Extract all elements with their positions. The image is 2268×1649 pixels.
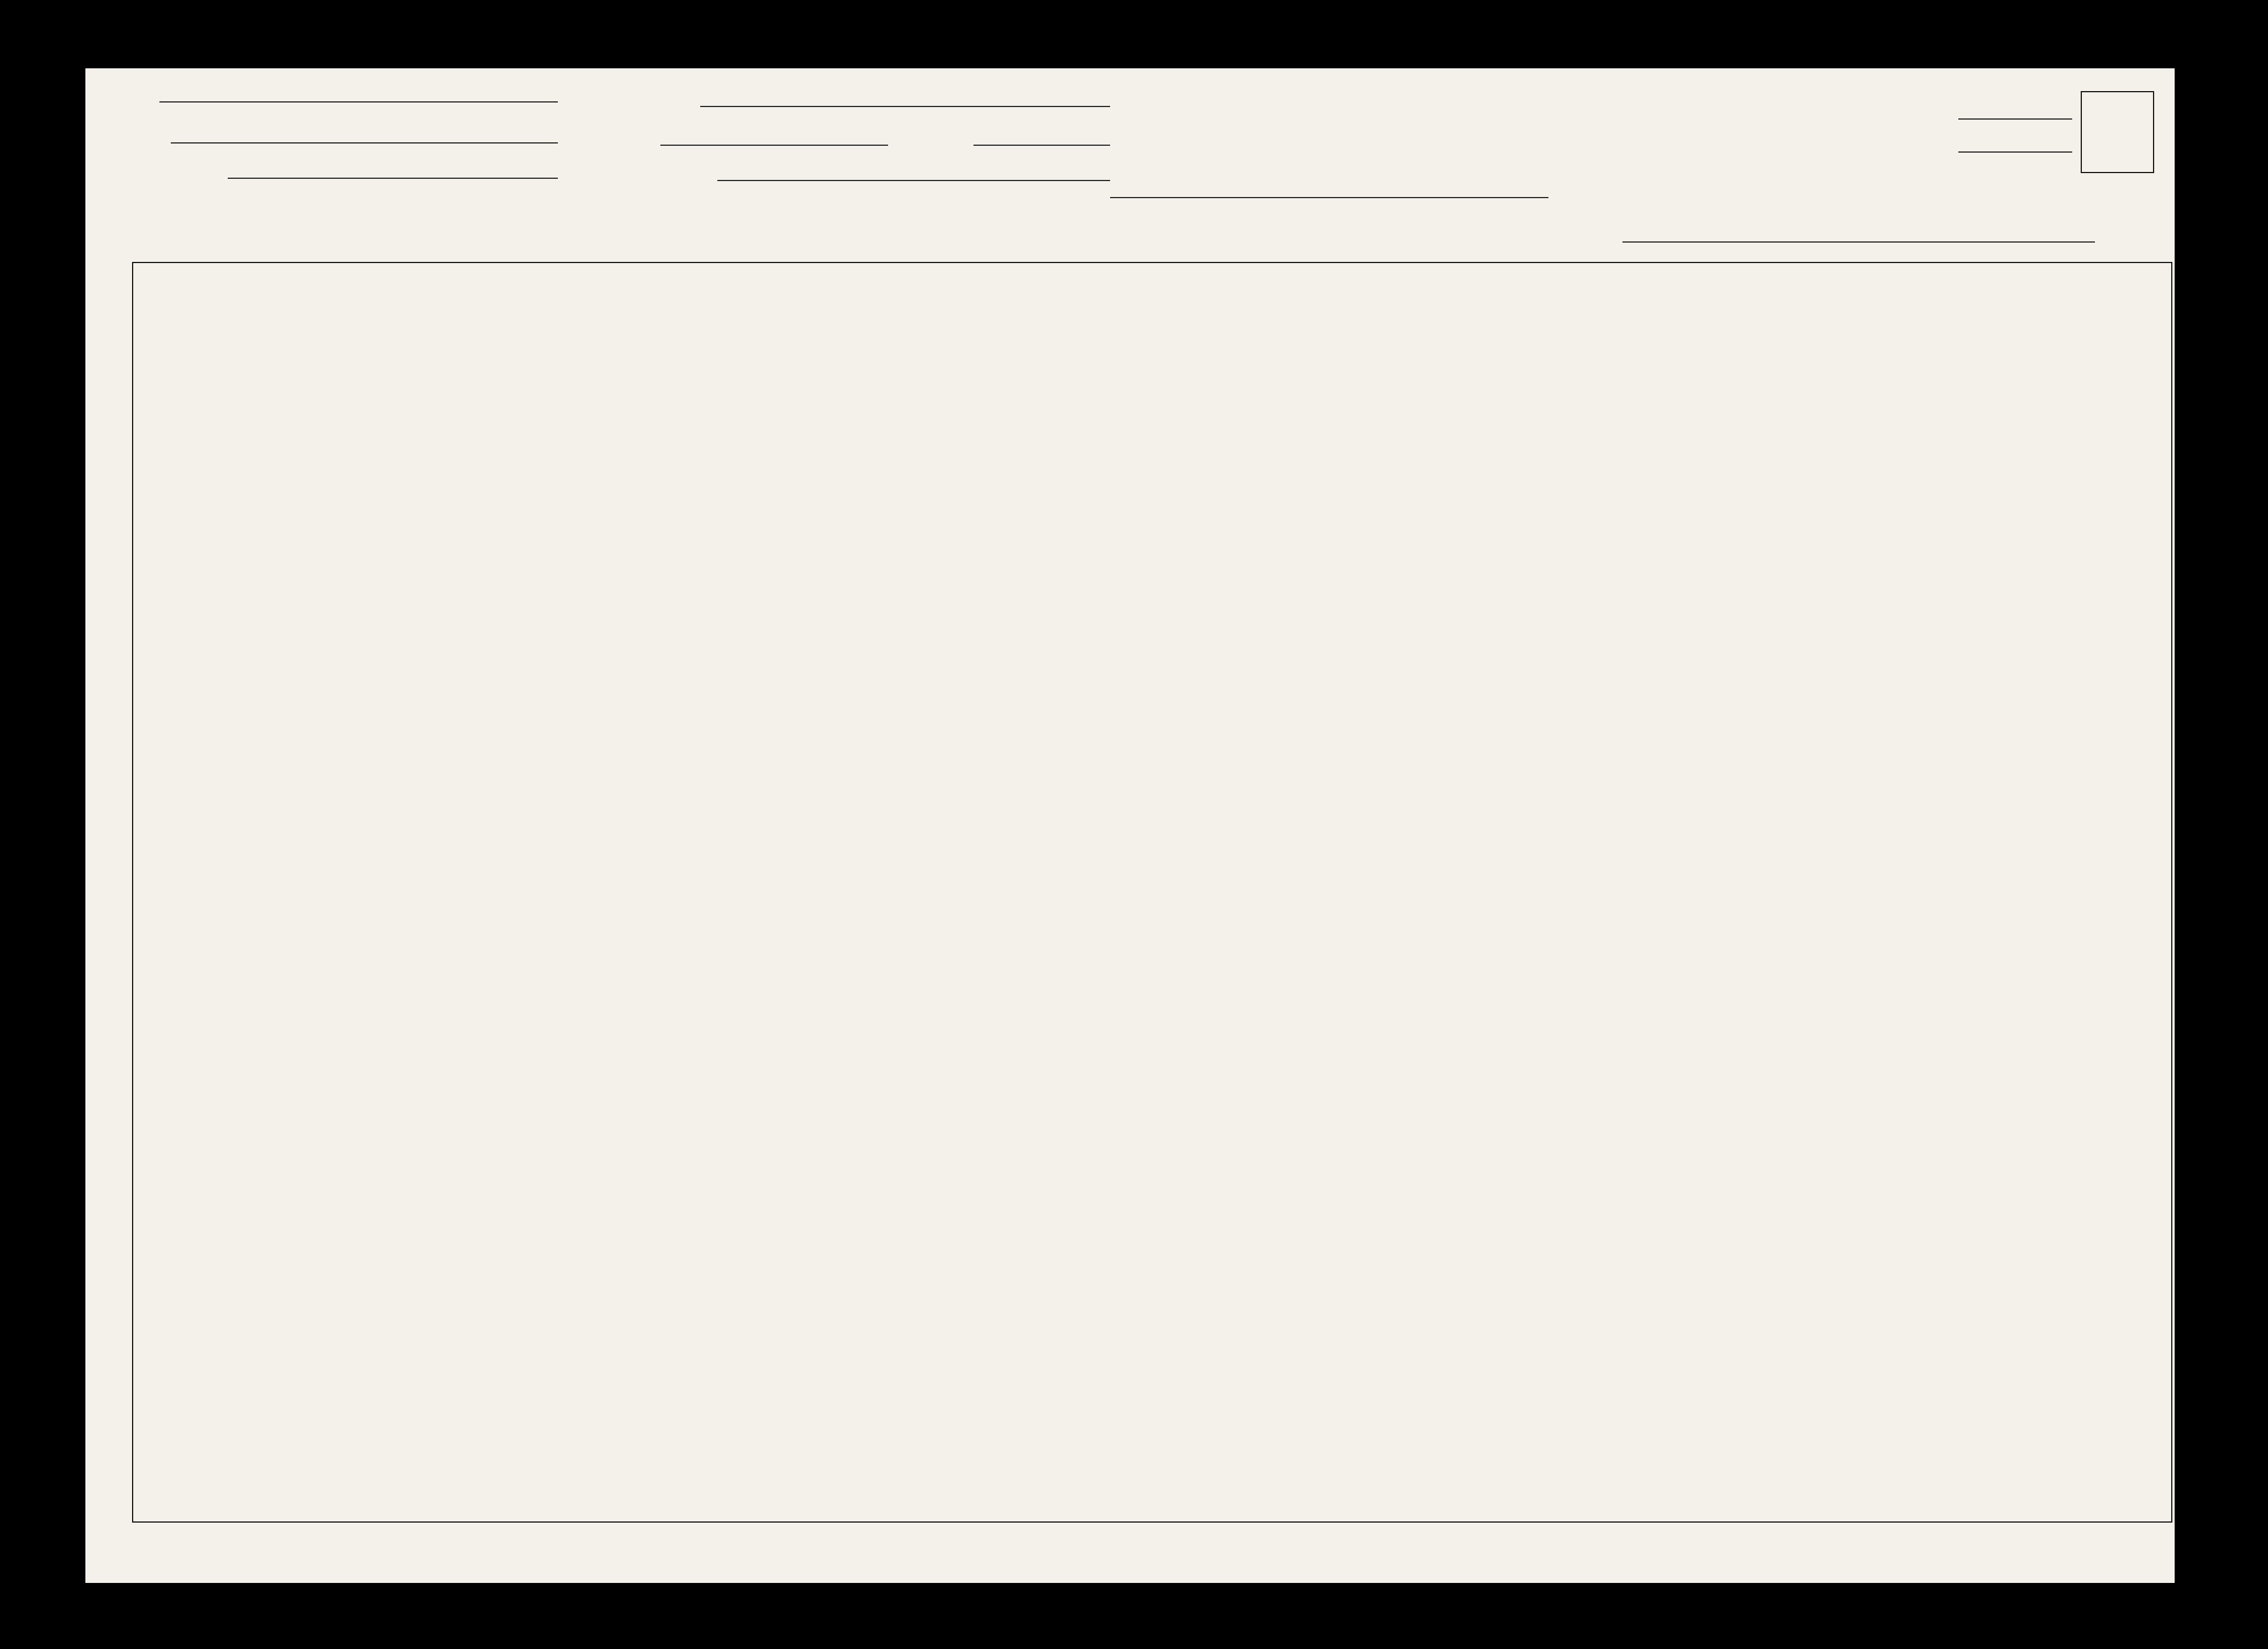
sheet-box — [2081, 91, 2154, 173]
census-sheet — [85, 68, 2175, 1583]
population-table — [132, 262, 2172, 1523]
